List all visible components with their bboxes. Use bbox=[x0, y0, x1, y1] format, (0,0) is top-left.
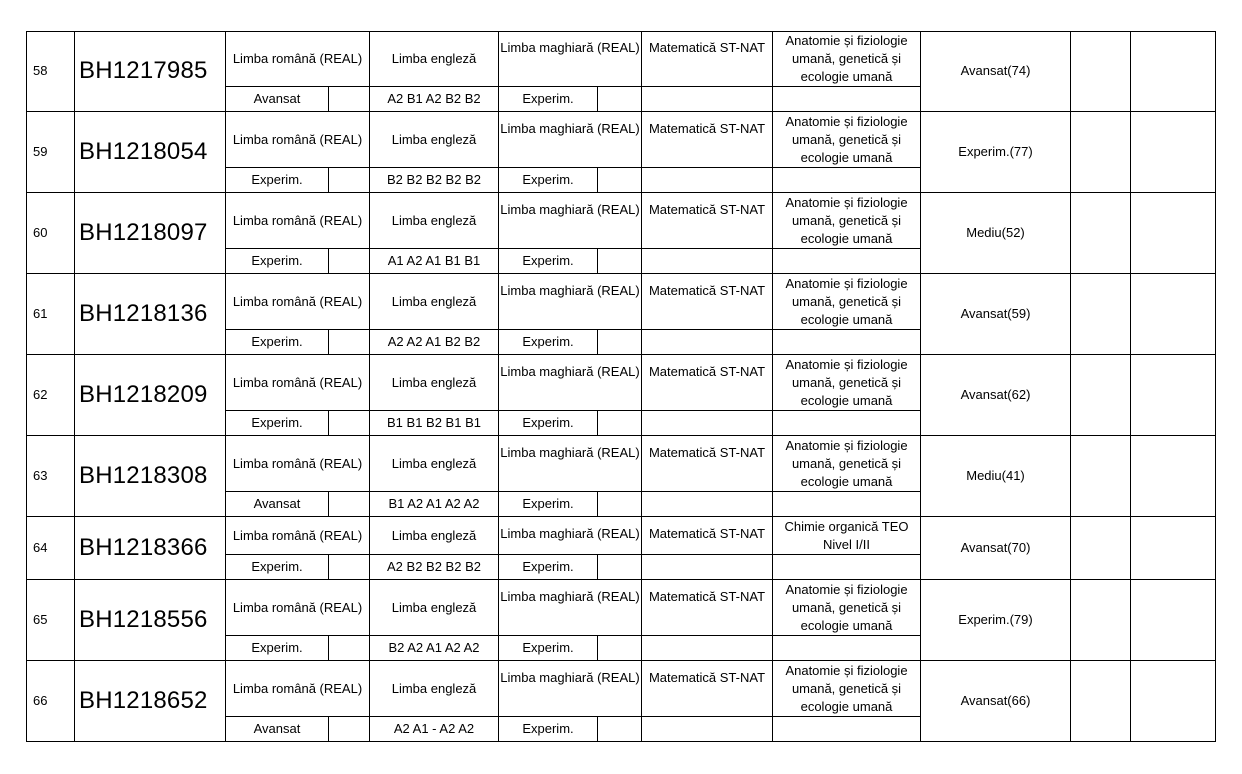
table-row bbox=[26, 580, 1216, 661]
level-romanian-extra bbox=[328, 555, 369, 579]
subject-english: Limba engleză bbox=[369, 661, 498, 717]
digital-competence: Avansat(74) bbox=[920, 31, 1070, 111]
subject-math: Matematică ST-NAT bbox=[641, 112, 772, 168]
subject-optional: Anatomie și fiziologie umană, genetică și ecologie umană bbox=[772, 193, 920, 249]
row-number: 60 bbox=[33, 225, 48, 240]
subject-math: Matematică ST-NAT bbox=[641, 580, 772, 636]
level-romanian-extra bbox=[328, 492, 369, 516]
level-math bbox=[641, 249, 772, 273]
row-number: 65 bbox=[33, 612, 48, 627]
level-english: A2 B2 B2 B2 B2 bbox=[369, 555, 498, 579]
level-romanian: Experim. bbox=[225, 168, 328, 192]
level-optional bbox=[772, 330, 920, 354]
extra-column-2 bbox=[1130, 517, 1216, 579]
row-left-border bbox=[26, 274, 27, 355]
level-math bbox=[641, 717, 772, 741]
extra-column-2 bbox=[1130, 31, 1216, 111]
subject-english: Limba engleză bbox=[369, 355, 498, 411]
subject-optional: Anatomie și fiziologie umană, genetică și ecologie umană bbox=[772, 274, 920, 330]
level-romanian-extra bbox=[328, 717, 369, 741]
level-romanian-extra bbox=[328, 87, 369, 111]
extra-column-2 bbox=[1130, 193, 1216, 273]
row-left-border bbox=[26, 580, 27, 661]
subject-optional: Anatomie și fiziologie umană, genetică și ecologie umană bbox=[772, 580, 920, 636]
level-romanian: Experim. bbox=[225, 330, 328, 354]
row-left-border bbox=[26, 517, 27, 580]
subject-english: Limba engleză bbox=[369, 436, 498, 492]
row-left-border bbox=[26, 355, 27, 436]
table-row bbox=[26, 661, 1216, 742]
row-number: 63 bbox=[33, 468, 48, 483]
level-romanian-extra bbox=[328, 411, 369, 435]
table-row bbox=[26, 112, 1216, 193]
table-row bbox=[26, 31, 1216, 112]
extra-column-1 bbox=[1070, 436, 1130, 516]
level-hungarian-extra bbox=[597, 87, 641, 111]
extra-column-1 bbox=[1070, 193, 1130, 273]
subject-hungarian: Limba maghiară (REAL) bbox=[498, 517, 641, 555]
level-hungarian: Experim. bbox=[498, 249, 597, 273]
row-number: 62 bbox=[33, 387, 48, 402]
level-english: B1 A2 A1 A2 A2 bbox=[369, 492, 498, 516]
subject-optional: Chimie organică TEO Nivel I/II bbox=[772, 517, 920, 555]
level-english: A2 B1 A2 B2 B2 bbox=[369, 87, 498, 111]
subject-english: Limba engleză bbox=[369, 517, 498, 555]
subject-english: Limba engleză bbox=[369, 580, 498, 636]
table-row bbox=[26, 193, 1216, 274]
level-hungarian-extra bbox=[597, 717, 641, 741]
row-number: 61 bbox=[33, 306, 48, 321]
level-optional bbox=[772, 168, 920, 192]
subject-english: Limba engleză bbox=[369, 274, 498, 330]
subject-romanian: Limba română (REAL) bbox=[225, 274, 369, 330]
digital-competence: Experim.(79) bbox=[920, 580, 1070, 660]
row-right-border bbox=[1215, 661, 1216, 742]
extra-column-2 bbox=[1130, 355, 1216, 435]
level-hungarian: Experim. bbox=[498, 168, 597, 192]
subject-hungarian: Limba maghiară (REAL) bbox=[498, 661, 641, 717]
level-math bbox=[641, 492, 772, 516]
subject-hungarian: Limba maghiară (REAL) bbox=[498, 436, 641, 492]
row-number: 64 bbox=[33, 540, 48, 555]
extra-column-1 bbox=[1070, 31, 1130, 111]
subject-optional: Anatomie și fiziologie umană, genetică și ecologie umană bbox=[772, 112, 920, 168]
digital-competence: Avansat(62) bbox=[920, 355, 1070, 435]
subject-hungarian: Limba maghiară (REAL) bbox=[498, 355, 641, 411]
table-row bbox=[26, 517, 1216, 580]
subject-english: Limba engleză bbox=[369, 31, 498, 87]
level-optional bbox=[772, 87, 920, 111]
digital-competence: Mediu(52) bbox=[920, 193, 1070, 273]
row-left-border bbox=[26, 193, 27, 274]
subject-math: Matematică ST-NAT bbox=[641, 274, 772, 330]
level-hungarian-extra bbox=[597, 636, 641, 660]
level-romanian: Avansat bbox=[225, 492, 328, 516]
level-romanian: Avansat bbox=[225, 87, 328, 111]
level-hungarian: Experim. bbox=[498, 636, 597, 660]
level-math bbox=[641, 555, 772, 579]
extra-column-2 bbox=[1130, 661, 1216, 741]
subject-romanian: Limba română (REAL) bbox=[225, 112, 369, 168]
level-romanian: Avansat bbox=[225, 717, 328, 741]
level-romanian-extra bbox=[328, 168, 369, 192]
subject-english: Limba engleză bbox=[369, 193, 498, 249]
level-hungarian: Experim. bbox=[498, 87, 597, 111]
row-right-border bbox=[1215, 31, 1216, 112]
level-math bbox=[641, 330, 772, 354]
extra-column-1 bbox=[1070, 355, 1130, 435]
level-hungarian: Experim. bbox=[498, 717, 597, 741]
candidate-code: BH1218054 bbox=[74, 112, 225, 192]
subject-math: Matematică ST-NAT bbox=[641, 355, 772, 411]
row-right-border bbox=[1215, 436, 1216, 517]
subject-hungarian: Limba maghiară (REAL) bbox=[498, 193, 641, 249]
subject-romanian: Limba română (REAL) bbox=[225, 31, 369, 87]
level-optional bbox=[772, 717, 920, 741]
subject-math: Matematică ST-NAT bbox=[641, 517, 772, 555]
subject-romanian: Limba română (REAL) bbox=[225, 580, 369, 636]
extra-column-1 bbox=[1070, 580, 1130, 660]
level-romanian-extra bbox=[328, 636, 369, 660]
subject-romanian: Limba română (REAL) bbox=[225, 355, 369, 411]
row-number: 59 bbox=[33, 144, 48, 159]
extra-column-2 bbox=[1130, 112, 1216, 192]
level-optional bbox=[772, 636, 920, 660]
subject-math: Matematică ST-NAT bbox=[641, 31, 772, 87]
level-english: A2 A1 - A2 A2 bbox=[369, 717, 498, 741]
row-left-border bbox=[26, 436, 27, 517]
level-romanian-extra bbox=[328, 330, 369, 354]
subject-optional: Anatomie și fiziologie umană, genetică și ecologie umană bbox=[772, 661, 920, 717]
subject-hungarian: Limba maghiară (REAL) bbox=[498, 31, 641, 87]
candidate-code: BH1218366 bbox=[74, 517, 225, 579]
candidate-code: BH1218308 bbox=[74, 436, 225, 516]
level-romanian: Experim. bbox=[225, 249, 328, 273]
extra-column-1 bbox=[1070, 112, 1130, 192]
subject-romanian: Limba română (REAL) bbox=[225, 661, 369, 717]
subject-romanian: Limba română (REAL) bbox=[225, 517, 369, 555]
row-right-border bbox=[1215, 193, 1216, 274]
subject-optional: Anatomie și fiziologie umană, genetică și ecologie umană bbox=[772, 31, 920, 87]
subject-romanian: Limba română (REAL) bbox=[225, 193, 369, 249]
level-math bbox=[641, 411, 772, 435]
extra-column-2 bbox=[1130, 436, 1216, 516]
subject-hungarian: Limba maghiară (REAL) bbox=[498, 274, 641, 330]
subject-hungarian: Limba maghiară (REAL) bbox=[498, 580, 641, 636]
level-math bbox=[641, 87, 772, 111]
digital-competence: Avansat(70) bbox=[920, 517, 1070, 579]
subject-math: Matematică ST-NAT bbox=[641, 436, 772, 492]
level-romanian: Experim. bbox=[225, 636, 328, 660]
table-row bbox=[26, 274, 1216, 355]
row-number: 58 bbox=[33, 63, 48, 78]
extra-column-1 bbox=[1070, 274, 1130, 354]
subject-romanian: Limba română (REAL) bbox=[225, 436, 369, 492]
row-bottom-border bbox=[26, 741, 1216, 742]
level-optional bbox=[772, 411, 920, 435]
level-romanian: Experim. bbox=[225, 555, 328, 579]
digital-competence: Mediu(41) bbox=[920, 436, 1070, 516]
row-right-border bbox=[1215, 274, 1216, 355]
level-hungarian: Experim. bbox=[498, 330, 597, 354]
row-right-border bbox=[1215, 112, 1216, 193]
extra-column-2 bbox=[1130, 580, 1216, 660]
row-left-border bbox=[26, 31, 27, 112]
candidate-code: BH1217985 bbox=[74, 31, 225, 111]
level-romanian: Experim. bbox=[225, 411, 328, 435]
candidate-code: BH1218652 bbox=[74, 661, 225, 741]
level-english: B2 B2 B2 B2 B2 bbox=[369, 168, 498, 192]
row-left-border bbox=[26, 661, 27, 742]
row-right-border bbox=[1215, 580, 1216, 661]
level-hungarian: Experim. bbox=[498, 555, 597, 579]
extra-column-1 bbox=[1070, 517, 1130, 579]
level-hungarian-extra bbox=[597, 411, 641, 435]
subject-hungarian: Limba maghiară (REAL) bbox=[498, 112, 641, 168]
level-hungarian-extra bbox=[597, 555, 641, 579]
level-hungarian-extra bbox=[597, 249, 641, 273]
candidate-code: BH1218556 bbox=[74, 580, 225, 660]
level-hungarian-extra bbox=[597, 492, 641, 516]
level-english: A2 A2 A1 B2 B2 bbox=[369, 330, 498, 354]
level-english: A1 A2 A1 B1 B1 bbox=[369, 249, 498, 273]
level-math bbox=[641, 636, 772, 660]
level-math bbox=[641, 168, 772, 192]
level-hungarian: Experim. bbox=[498, 492, 597, 516]
level-optional bbox=[772, 555, 920, 579]
candidate-code: BH1218209 bbox=[74, 355, 225, 435]
row-number: 66 bbox=[33, 693, 48, 708]
row-left-border bbox=[26, 112, 27, 193]
subject-optional: Anatomie și fiziologie umană, genetică și ecologie umană bbox=[772, 436, 920, 492]
digital-competence: Avansat(66) bbox=[920, 661, 1070, 741]
digital-competence: Avansat(59) bbox=[920, 274, 1070, 354]
subject-optional: Anatomie și fiziologie umană, genetică și ecologie umană bbox=[772, 355, 920, 411]
extra-column-1 bbox=[1070, 661, 1130, 741]
subject-math: Matematică ST-NAT bbox=[641, 193, 772, 249]
row-right-border bbox=[1215, 355, 1216, 436]
results-table bbox=[26, 31, 1216, 742]
subject-math: Matematică ST-NAT bbox=[641, 661, 772, 717]
level-english: B2 A2 A1 A2 A2 bbox=[369, 636, 498, 660]
table-row bbox=[26, 436, 1216, 517]
level-hungarian-extra bbox=[597, 168, 641, 192]
level-romanian-extra bbox=[328, 249, 369, 273]
digital-competence: Experim.(77) bbox=[920, 112, 1070, 192]
candidate-code: BH1218097 bbox=[74, 193, 225, 273]
candidate-code: BH1218136 bbox=[74, 274, 225, 354]
level-english: B1 B1 B2 B1 B1 bbox=[369, 411, 498, 435]
row-right-border bbox=[1215, 517, 1216, 580]
level-optional bbox=[772, 249, 920, 273]
level-hungarian-extra bbox=[597, 330, 641, 354]
extra-column-2 bbox=[1130, 274, 1216, 354]
level-hungarian: Experim. bbox=[498, 411, 597, 435]
level-optional bbox=[772, 492, 920, 516]
subject-english: Limba engleză bbox=[369, 112, 498, 168]
table-row bbox=[26, 355, 1216, 436]
